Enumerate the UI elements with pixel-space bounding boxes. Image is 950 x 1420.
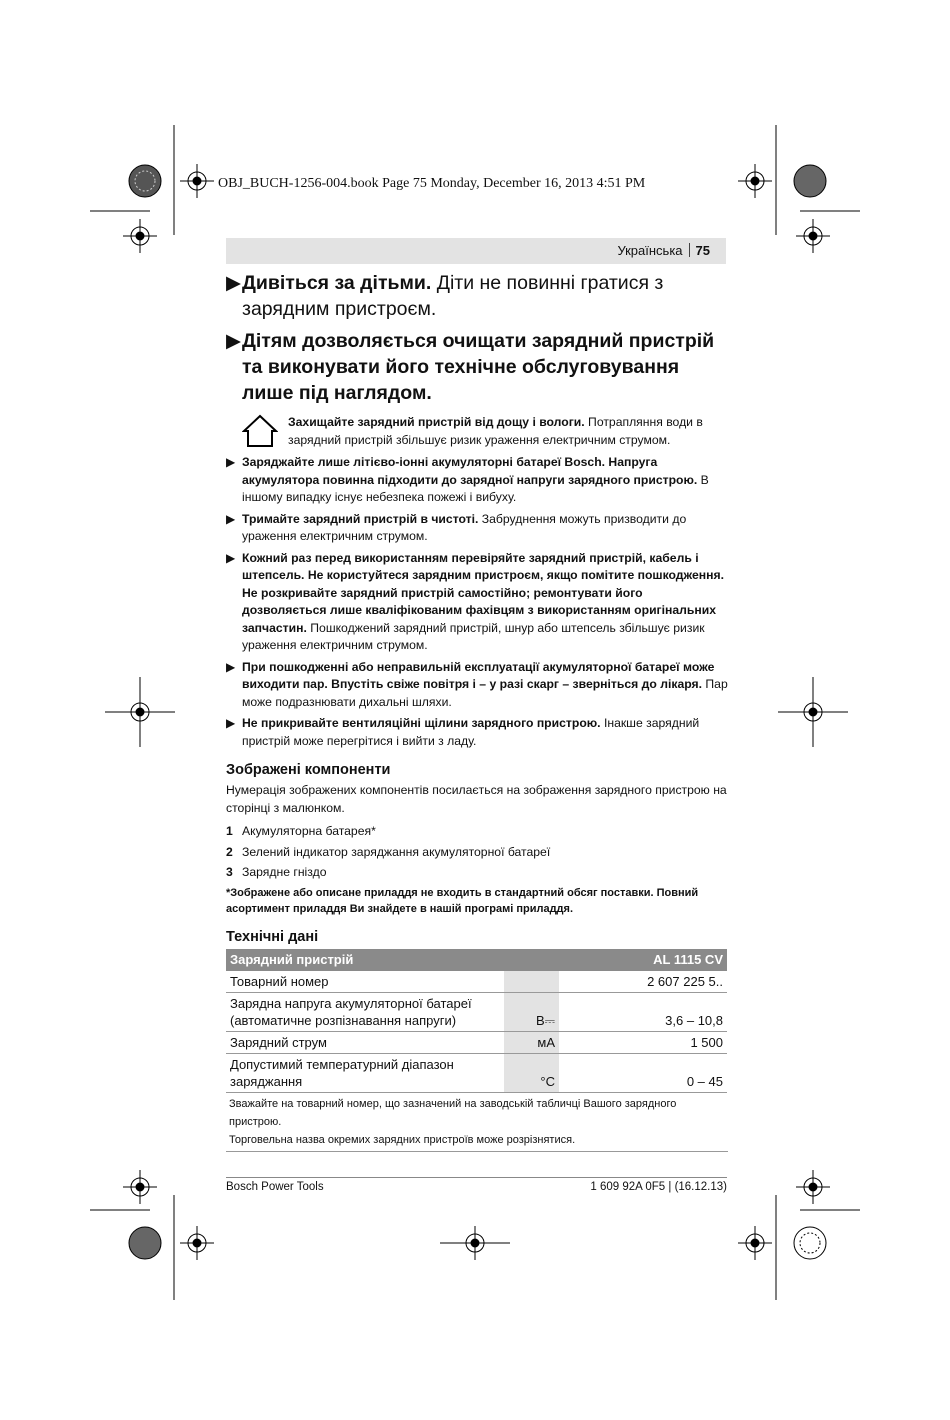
safety-bullet: ▶ При пошкодженні або неправильній експлуатації акумуляторної батареї може виходити пар. Впустіть свіже повітря і – у разі скарг – зверніться до лікаря. Пар може подразнювати дихальні шляхи. (226, 659, 728, 709)
list-item: 1 Акумуляторна батарея* (226, 824, 376, 838)
bullet-triangle-icon: ▶ (226, 330, 241, 352)
bullet-triangle-icon: ▶ (226, 455, 236, 469)
book-info-line: OBJ_BUCH-1256-004.book Page 75 Monday, December 16, 2013 4:51 PM (218, 176, 646, 191)
bullet-triangle-icon: ▶ (226, 272, 241, 294)
table-row: Зарядний струм мА 1 500 (226, 1031, 727, 1053)
components-intro: Нумерація зображених компонентів посилається на зображення зарядного пристрою на сторінці з малюнком. (226, 783, 727, 815)
table-row: Товарний номер 2 607 225 5.. (226, 971, 727, 993)
footer-brand: Bosch Power Tools (226, 1181, 324, 1193)
table-header-model: AL 1115 CV (559, 949, 727, 971)
house-warning: Захищайте зарядний пристрій від дощу і вологи. Потрапляння води в зарядний пристрій збільшує ризик ураження електричним струмом. (226, 414, 728, 450)
intro-bullet: ▶ Дітям дозволяється очищати зарядний пристрій та виконувати його технічне обслуговування лише під наглядом. (226, 330, 715, 404)
safety-bullet: ▶ Заряджайте лише літієво-іонні акумуляторні батареї Bosch. Напруга акумулятора повинна підходити до зарядної напруги зарядного пристрою. В іншому випадку існує небезпека пожежі і вибуху. (226, 455, 709, 504)
table-header-left: Зарядний пристрій (226, 949, 504, 971)
table-row: Зарядна напруга акумуляторної батареї (автоматичне розпізнавання напруги) В⎓ 3,6 – 10,8 (226, 992, 727, 1031)
bullet-triangle-icon: ▶ (226, 659, 236, 674)
components-heading: Зображені компоненти (226, 762, 391, 778)
intro-bullet: ▶ Дивіться за дітьми. Діти не повинні гратися з зарядним пристроєм. (226, 272, 664, 320)
bullet-triangle-icon: ▶ (226, 716, 236, 730)
safety-bullet: ▶ Кожний раз перед використанням перевіряйте зарядний пристрій, кабель і штепсель. Не користуйтеся зарядним пристроєм, якщо помітите пошкодження. Не розкривайте зарядний пристрій самостійно; ремонтувати його дозволяється лише кваліфікованим фахівцям з використанням оригінальних запчастин. Пошкоджений зарядний пристрій, шнур або штепсель збільшує ризик ураження електричним струмом. (226, 550, 725, 652)
table-note: Зважайте на товарний номер, що зазначений на заводській табличці Вашого зарядного пристрою. Торговельна назва окремих зарядних пристроїв може розрізнятися. (226, 1093, 728, 1152)
bullet-triangle-icon: ▶ (226, 511, 236, 526)
list-item: 3 Зарядне гніздо (226, 865, 327, 879)
footer-doc-number: 1 609 92A 0F5 | (16.12.13) (590, 1181, 727, 1193)
table-header-unit (504, 949, 559, 971)
header-language: Українська (617, 243, 683, 258)
table-header-row (226, 949, 727, 971)
main-content (226, 270, 728, 1152)
house-icon (242, 414, 278, 448)
safety-bullet: ▶ Не прикривайте вентиляційні щілини зарядного пристрою. Інакше зарядний пристрій може перегрітися і вийти з ладу. (226, 716, 700, 748)
tech-data-table (226, 949, 727, 1093)
tech-heading: Технічні дані (226, 928, 319, 945)
header-separator (689, 243, 690, 257)
table-row: Допустимий температурний діапазон заряджання °C 0 – 45 (226, 1053, 727, 1092)
page-number: 75 (695, 243, 710, 258)
list-item: 2 Зелений індикатор заряджання акумуляторної батареї (226, 844, 551, 859)
safety-bullet: ▶ Тримайте зарядний пристрій в чистоті. Забруднення можуть призводити до ураження електричним струмом. (226, 511, 687, 543)
page-header (226, 238, 726, 264)
bullet-triangle-icon: ▶ (226, 550, 236, 565)
footer-divider (226, 1177, 727, 1178)
components-footnote: *Зображене або описане приладдя не входить в стандартний обсяг поставки. Повний асортимент приладдя Ви знайдете в нашій програмі приладдя. (226, 886, 699, 915)
